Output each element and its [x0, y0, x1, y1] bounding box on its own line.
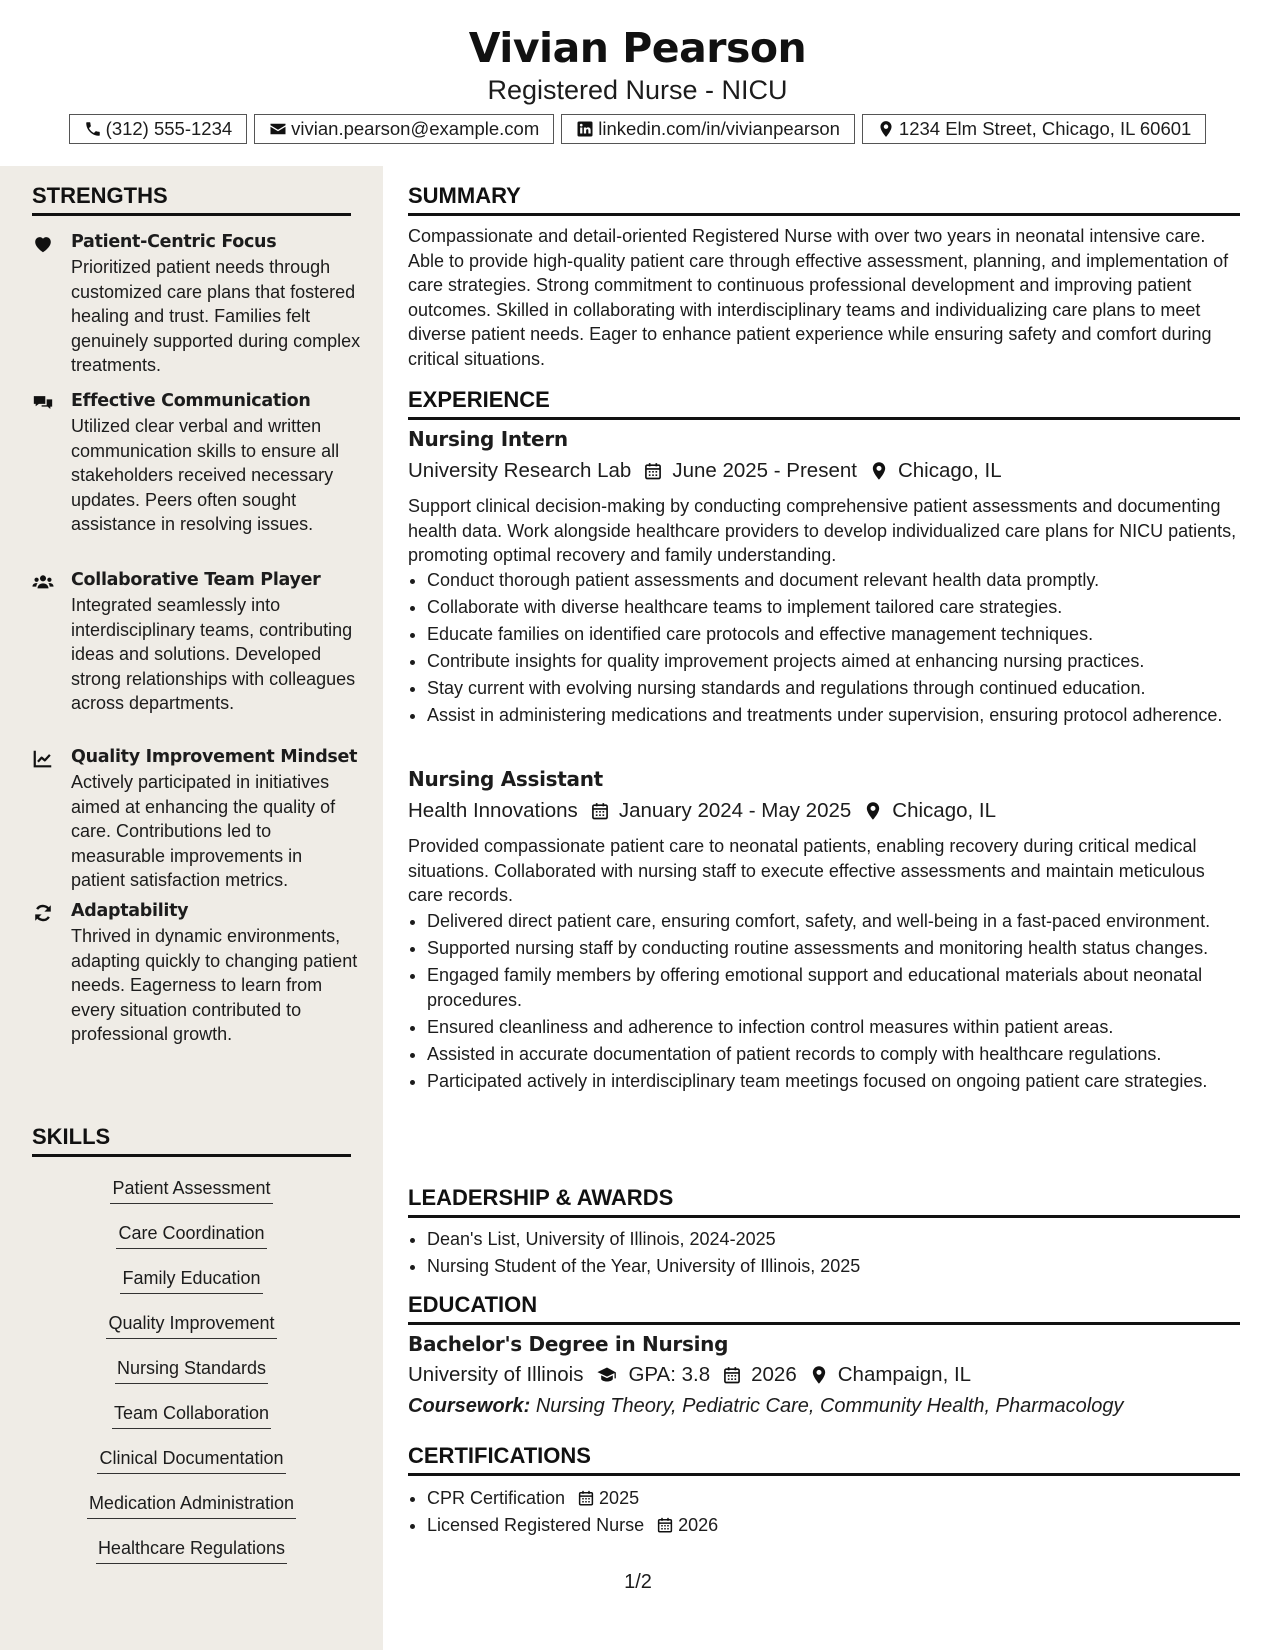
job-bullets: [408, 568, 1240, 730]
gpa: GPA: 3.8: [628, 1363, 711, 1386]
job-bullets: [408, 909, 1240, 1096]
school-name: University of Illinois: [408, 1363, 584, 1386]
candidate-role: Registered Nurse - NICU: [487, 75, 788, 105]
list-item: • Delivered direct patient care, ensuring comfort, safety, and well-being in a fast-paced environment.: [427, 909, 1240, 934]
strength-description: Integrated seamlessly into interdisciplinary teams, contributing ideas and solutions. Developed strong relationships with colleagues across departments.: [71, 595, 356, 713]
education-heading: EDUCATION: [408, 1291, 1240, 1325]
map-pin-icon: [809, 1365, 829, 1385]
strength-description: Prioritized patient needs through customized care plans that fostered healing and trust. Families felt genuinely supported during complex treatments.: [71, 257, 361, 375]
map-pin-icon: [877, 120, 895, 138]
list-item: • Assist in administering medications and treatments under supervision, ensuring protocol adherence.: [427, 703, 1240, 728]
list-item: • Stay current with evolving nursing standards and regulations through continued education.: [427, 676, 1240, 701]
job-dates: June 2025 - Present: [672, 459, 857, 482]
contact-phone-text: (312) 555-1234: [105, 118, 233, 139]
job-org: University Research Lab: [408, 459, 632, 482]
strength-title: Effective Communication: [71, 391, 311, 411]
awards-list: [408, 1227, 1240, 1281]
job-dates: January 2024 - May 2025: [618, 799, 852, 822]
strength-description: Utilized clear verbal and written communication skills to ensure all stakeholders received necessary updates. Peers often sought assistance in resolving issues.: [71, 416, 340, 534]
linkedin-icon: [576, 120, 594, 138]
resume-header: [0, 0, 1275, 166]
contact-phone[interactable]: [69, 114, 248, 144]
calendar-icon: [590, 801, 610, 821]
list-item: • Conduct thorough patient assessments and document relevant health data promptly.: [427, 568, 1240, 593]
map-pin-icon: [869, 461, 889, 481]
job-description: Provided compassionate patient care to neonatal patients, enabling recovery during critical medical situations. Collaborated with nursing staff to execute effective assessments and maintain meticulous care records.: [408, 836, 1205, 905]
list-item: [427, 1513, 1240, 1538]
list-item: • Contribute insights for quality improvement projects aimed at enhancing nursing practices.: [427, 649, 1240, 674]
candidate-name: Vivian Pearson: [468, 24, 807, 72]
awards-heading: LEADERSHIP & AWARDS: [408, 1184, 1240, 1218]
skill-item: Healthcare Regulations: [32, 1536, 351, 1564]
calendar-icon: [577, 1489, 595, 1507]
skill-item: Clinical Documentation: [32, 1446, 351, 1474]
calendar-icon: [643, 461, 663, 481]
contact-email-text: vivian.pearson@example.com: [291, 118, 540, 139]
contact-address-text: 1234 Elm Street, Chicago, IL 60601: [898, 118, 1192, 139]
contact-address[interactable]: [862, 114, 1206, 144]
strength-title: Patient-Centric Focus: [71, 232, 277, 252]
coursework: [408, 1392, 1123, 1420]
certification-year: 2026: [678, 1515, 719, 1535]
coursework-label: Coursework:: [408, 1395, 531, 1417]
list-item: • Participated actively in interdisciplinary team meetings focused on ongoing patient care strategies.: [427, 1069, 1240, 1094]
comments-icon: [32, 392, 54, 414]
map-pin-icon: [863, 801, 883, 821]
strength-description: Actively participated in initiatives aimed at enhancing the quality of care. Contributions led to measurable improvements in patient satisfaction metrics.: [71, 772, 336, 890]
certification-name: • CPR Certification: [427, 1488, 566, 1508]
skill-item: Family Education: [32, 1266, 351, 1294]
skill-item: Medication Administration: [32, 1491, 351, 1519]
strength-description: Thrived in dynamic environments, adapting quickly to changing patient needs. Eagerness to learn from every situation contributed to professional growth.: [71, 926, 358, 1044]
skill-item: Care Coordination: [32, 1221, 351, 1249]
job-title: Nursing Assistant: [408, 767, 603, 791]
sync-icon: [32, 902, 54, 924]
skill-item: Patient Assessment: [32, 1176, 351, 1204]
list-item: • Educate families on identified care protocols and effective management techniques.: [427, 622, 1240, 647]
job-title: Nursing Intern: [408, 427, 568, 451]
graduation-year: 2026: [751, 1363, 797, 1386]
sidebar: [0, 166, 383, 1650]
list-item: • Assisted in accurate documentation of patient records to comply with healthcare regulations.: [427, 1042, 1240, 1067]
skill-item: Nursing Standards: [32, 1356, 351, 1384]
strength-title: Adaptability: [71, 901, 189, 921]
job-location: Chicago, IL: [897, 459, 1002, 482]
calendar-icon: [656, 1516, 674, 1534]
certification-year: 2025: [599, 1488, 640, 1508]
list-item: [427, 1486, 1240, 1511]
degree-title: Bachelor's Degree in Nursing: [408, 1332, 729, 1356]
list-item: • Nursing Student of the Year, University of Illinois, 2025: [427, 1254, 1240, 1279]
phone-icon: [84, 120, 102, 138]
job-meta: [408, 797, 996, 825]
envelope-icon: [269, 120, 287, 138]
calendar-icon: [722, 1365, 742, 1385]
strengths-heading: STRENGTHS: [32, 182, 351, 216]
job-description: Support clinical decision-making by conducting comprehensive patient assessments and documenting health data. Work alongside healthcare providers to develop individualized care plans for NICU patients, promoting optimal recovery and family understanding.: [408, 496, 1237, 565]
summary-heading: SUMMARY: [408, 182, 1240, 216]
chart-line-icon: [32, 748, 54, 770]
strength-title: Collaborative Team Player: [71, 570, 321, 590]
coursework-list: Nursing Theory, Pediatric Care, Community Health, Pharmacology: [535, 1395, 1124, 1417]
list-item: • Dean's List, University of Illinois, 2024-2025: [427, 1227, 1240, 1252]
certifications-list: [408, 1486, 1240, 1540]
list-item: • Ensured cleanliness and adherence to infection control measures within patient areas.: [427, 1015, 1240, 1040]
list-item: • Engaged family members by offering emotional support and educational materials about neonatal procedures.: [427, 963, 1240, 1012]
job-location: Chicago, IL: [892, 799, 996, 822]
certification-name: • Licensed Registered Nurse: [427, 1515, 645, 1535]
school-location: Champaign, IL: [837, 1363, 972, 1386]
skills-heading: SKILLS: [32, 1123, 351, 1157]
users-icon: [32, 571, 54, 593]
certifications-heading: CERTIFICATIONS: [408, 1442, 1240, 1476]
contact-email[interactable]: [254, 114, 554, 144]
contact-linkedin-text: linkedin.com/in/vivianpearson: [598, 118, 840, 139]
heart-icon: [32, 233, 54, 255]
job-meta: [408, 457, 1002, 485]
strength-title: Quality Improvement Mindset: [71, 747, 358, 767]
summary-text: Compassionate and detail-oriented Registered Nurse with over two years in neonatal intensive care. Able to provide high-quality patient care through effective assessment, planning, and implementation of care strategies. Strong commitment to continuous professional development and improving patient outcomes. Skilled in collaborating with interdisciplinary teams and individualizing care plans to meet diverse patient needs. Eager to enhance patient experience while ensuring safety and comfort during critical situations.: [408, 226, 1229, 369]
contact-bar: [0, 114, 1275, 144]
job-org: Health Innovations: [408, 799, 578, 822]
contact-linkedin[interactable]: [561, 114, 855, 144]
skill-item: Quality Improvement: [32, 1311, 351, 1339]
page-number: 1/2: [624, 1571, 652, 1593]
education-meta: [408, 1361, 971, 1389]
list-item: • Supported nursing staff by conducting routine assessments and monitoring health status changes.: [427, 936, 1240, 961]
list-item: • Collaborate with diverse healthcare teams to implement tailored care strategies.: [427, 595, 1240, 620]
experience-heading: EXPERIENCE: [408, 386, 1240, 420]
skill-item: Team Collaboration: [32, 1401, 351, 1429]
graduation-cap-icon: [595, 1365, 619, 1385]
